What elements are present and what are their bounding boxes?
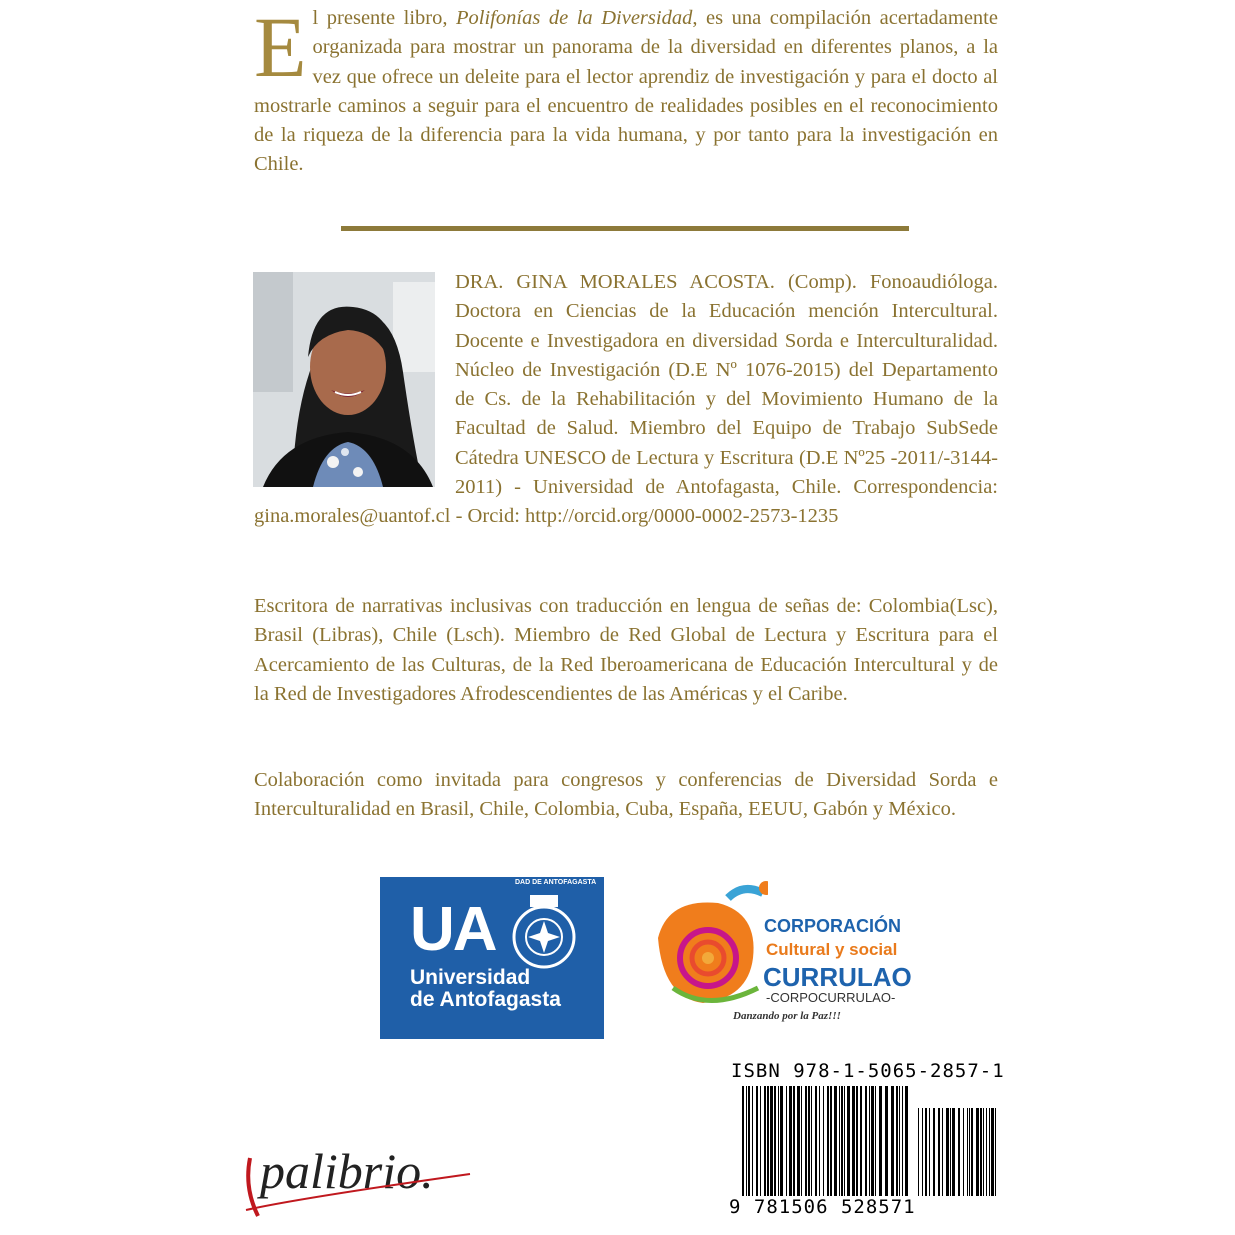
divider-rule [341, 226, 909, 231]
currulao-tagline: Danzando por la Paz!!! [733, 1010, 841, 1022]
paragraph-collaboration: Colaboración como invitada para congresos y conferencias de Diversidad Sorda e Interculturalidad en Brasil, Chile, Colombia, Cuba, España, EEUU, Gabón y México. [254, 769, 998, 821]
paragraph-narratives: Escritora de narrativas inclusivas con traducción en lengua de señas de: Colombia(Lsc), Brasil (Libras), Chile (Lsch). Miembro de Red Global de Lectura y Escritura para el Acercamiento de las Culturas, de la Red Iberoamericana de Educación Intercultural y de la Red de Investigadores Afrodescendientes de las Américas y el Caribe. [254, 595, 998, 705]
currulao-emblem-icon [648, 878, 768, 1008]
currulao-logo [648, 878, 910, 1028]
book-title: Polifonías de la Diversidad [456, 7, 693, 29]
ua-line1: Universidad [410, 966, 531, 989]
ua-initials: UA [410, 895, 496, 964]
author-name: DRA. GINA MORALES ACOSTA. (Comp). [455, 271, 857, 293]
drop-cap: E [254, 0, 307, 95]
palibrio-wordmark: palibrio. [260, 1143, 434, 1199]
author-bio: DRA. GINA MORALES ACOSTA. (Comp). Fonoaudióloga. Doctora en Ciencias de la Educación mención Intercultural. Docente e Investigadora en diversidad Sorda e Interculturalidad. Núcleo de Investigación (D.E Nº 1076-2015) del Departamento de Cs. de la Rehabilitación y del Movimiento Humano de la Facultad de Salud. Miembro del Equipo de Trabajo SubSede Cátedra UNESCO de Lectura y Escritura (D.E Nº25 -2011/-3144-2011) - Universidad de Antofagasta, Chile. Correspondencia: gina.morales@uantof.cl - Orcid: http://orcid.org/0000-0002-2573-1235 [254, 271, 998, 528]
currulao-line4: -CORPOCURRULAO- [766, 990, 896, 1005]
isbn-label: ISBN 978-1-5065-2857-1 [731, 1060, 1005, 1082]
ua-seal-icon [508, 891, 580, 977]
currulao-line2: Cultural y social [766, 940, 898, 959]
currulao-line3: CURRULAO [763, 962, 912, 992]
universidad-antofagasta-logo [380, 877, 604, 1039]
currulao-line1: CORPORACIÓN [764, 916, 902, 936]
intro-paragraph: El presente libro, Polifonías de la Diversidad, es una compilación acertadamente organizada para mostrar un panorama de la diversidad en diferentes planos, a la vez que ofrece un deleite para el lector aprendiz de investigación y para el docto al mostrarle caminos a seguir para el encuentro de realidades posibles en el reconocimiento de la riqueza de la diferencia para la vida humana, y por tanto para la investigación en Chile. [254, 0, 998, 176]
ua-seal-text: DAD DE ANTOFAGASTA [515, 879, 597, 886]
barcode-number: 9 781506 528571 [729, 1196, 916, 1218]
palibrio-logo [240, 1138, 480, 1228]
ua-line2: de Antofagasta [410, 988, 561, 1011]
